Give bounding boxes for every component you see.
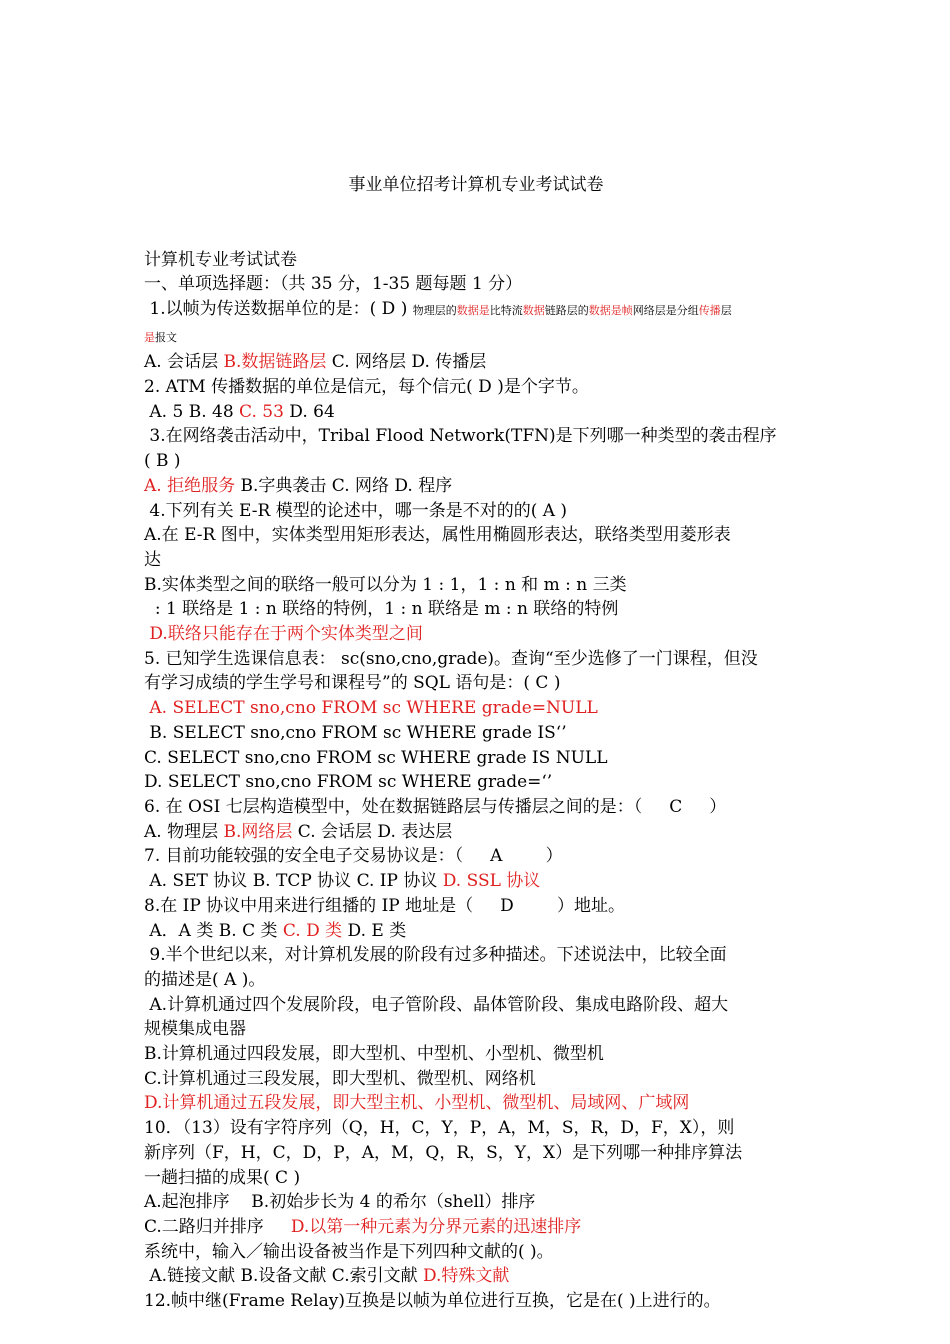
document-body (144, 248, 808, 1314)
line-text: C.二路归并排序 (144, 1216, 291, 1237)
text-line (144, 721, 808, 746)
text-line (144, 1042, 808, 1067)
answer-text: D.联络只能存在于两个实体类型之间 (144, 624, 423, 645)
text-line (144, 548, 808, 573)
text-line (144, 474, 808, 499)
answer-text: D. SSL 协议 (442, 871, 541, 892)
line-text: 有学习成绩的学生学号和课程号”的 SQL 语句是：( C ) (144, 673, 561, 694)
text-line (144, 1264, 808, 1289)
line-text: 10．（13）设有字符序列（Q，H，C，Y，P，A，M，S，R，D，F，X），则 (144, 1118, 735, 1139)
text-line (144, 844, 808, 869)
text-line (144, 968, 808, 993)
answer-text: C. 53 (239, 401, 284, 422)
answer-text: 传播 (698, 303, 721, 317)
text-line (144, 1166, 808, 1191)
answer-text: A. 拒绝服务 (144, 475, 236, 496)
line-text: 的描述是( A )。 (144, 969, 266, 990)
line-text: 计算机专业考试试卷 (144, 249, 297, 270)
line-text: 8.在 IP 协议中用来进行组播的 IP 地址是（ D ）地址。 (144, 895, 626, 916)
line-text: 4.下列有关 E-R 模型的论述中，哪一条是不对的的( A ) (144, 500, 568, 521)
text-line (144, 795, 808, 820)
text-line (144, 622, 808, 647)
line-text: B.实体类型之间的联络一般可以分为 1 : 1，1 : n 和 m : n 三类 (144, 574, 627, 595)
text-line (144, 597, 808, 622)
text-line (144, 943, 808, 968)
line-text: D. SELECT sno,cno FROM sc WHERE grade=‘’ (144, 772, 553, 793)
line-text: A. SET 协议 B. TCP 协议 C. IP 协议 (144, 871, 443, 892)
line-text: 9.半个世纪以来，对计算机发展的阶段有过多种描述。下述说法中，比较全面 (144, 945, 727, 966)
document-title: 事业单位招考计算机专业考试试卷 (348, 175, 604, 196)
text-line (144, 671, 808, 696)
line-text: ( B ) (144, 451, 181, 472)
text-line (144, 248, 808, 273)
text-line (144, 696, 808, 721)
text-line (144, 647, 808, 672)
line-text: 达 (144, 549, 161, 570)
line-text: B.计算机通过四段发展，即大型机、中型机、小型机、微型机 (144, 1044, 604, 1065)
line-text: D. E 类 (342, 920, 407, 941)
answer-text: D.以第一种元素为分界元素的迅速排序 (290, 1216, 582, 1237)
line-text: 12.帧中继(Frame Relay)互换是以帧为单位进行互换，它是在( )上进行的。 (144, 1291, 721, 1312)
answer-text: D.特殊文献 (423, 1266, 510, 1287)
line-text: A.计算机通过四个发展阶段，电子管阶段、晶体管阶段、集成电路阶段、超大 (144, 994, 729, 1015)
exam-page (144, 124, 808, 1338)
line-text: C.计算机通过三段发展，即大型机、微型机、网络机 (144, 1068, 536, 1089)
text-line (144, 400, 808, 425)
line-text: B. SELECT sno,cno FROM sc WHERE grade IS‘’ (144, 722, 567, 743)
line-text: 新序列（F，H，C，D，P，A，M，Q，R，S，Y，X）是下列哪一种排序算法 (144, 1142, 743, 1163)
answer-text: 数据是帧 (588, 303, 633, 317)
text-line (144, 1017, 808, 1042)
text-line (144, 499, 808, 524)
answer-text: 数据 (522, 303, 545, 317)
text-line (144, 1141, 808, 1166)
text-line (144, 350, 808, 375)
text-line (144, 272, 808, 297)
line-text: 系统中，输入／输出设备被当作是下列四种文献的( )。 (144, 1241, 554, 1262)
text-line (144, 449, 808, 474)
text-line (144, 573, 808, 598)
line-text: A. 会话层 (144, 352, 224, 373)
text-line (144, 869, 808, 894)
text-line (144, 894, 808, 919)
answer-text: 是 (144, 330, 155, 344)
answer-text: B.网络层 (223, 821, 293, 842)
line-text: 1.以帧为传送数据单位的是：( D ) (144, 298, 413, 319)
line-text: 3.在网络袭击活动中，Tribal Flood Network(TFN)是下列哪一种类型的袭击程序 (144, 426, 777, 447)
line-text: D. 64 (283, 401, 335, 422)
line-text: 一、单项选择题：（共 35 分，1-35 题每题 1 分） (144, 274, 523, 295)
text-line (144, 1240, 808, 1265)
text-line (144, 1289, 808, 1314)
line-text: A. 5 B. 48 (144, 401, 240, 422)
line-text: 2. ATM 传播数据的单位是信元，每个信元( D )是个字节。 (144, 377, 589, 398)
line-text: C. 会话层 D. 表达层 (292, 821, 453, 842)
answer-text: B.数据链路层 (223, 352, 327, 373)
text-line (144, 375, 808, 400)
text-line (144, 1215, 808, 1240)
line-text: 物理层的 (412, 303, 457, 317)
text-line (144, 297, 808, 324)
line-text: 比特流 (489, 303, 523, 317)
line-text: C. SELECT sno,cno FROM sc WHERE grade IS NULL (144, 747, 608, 768)
line-text: A.链接文献 B.设备文献 C.索引文献 (144, 1266, 423, 1287)
line-text: 7. 目前功能较强的安全电子交易协议是：（ A ） (144, 846, 563, 867)
text-line (144, 1091, 808, 1116)
line-text: 层 (720, 303, 732, 317)
answer-text: 数据是 (456, 303, 490, 317)
line-text: 一趟扫描的成果( C ) (144, 1167, 301, 1188)
line-text: : 1 联络是 1 : n 联络的特例，1 : n 联络是 m : n 联络的特例 (144, 599, 619, 620)
line-text: 规模集成电器 (144, 1019, 246, 1040)
line-text: A．A 类 B. C 类 (144, 920, 283, 941)
text-line (144, 919, 808, 944)
text-line (144, 1067, 808, 1092)
line-text: 链路层的 (544, 303, 589, 317)
text-line (144, 993, 808, 1018)
text-line (144, 1190, 808, 1215)
text-line (144, 820, 808, 845)
text-line (144, 424, 808, 449)
line-text: 5. 已知学生选课信息表： sc(sno,cno,grade)。查询“至少选修了一门课程，但没 (144, 648, 758, 669)
text-line (144, 324, 808, 351)
text-line (144, 1116, 808, 1141)
line-text: A. 物理层 (144, 821, 224, 842)
text-line (144, 746, 808, 771)
answer-text: A. SELECT sno,cno FROM sc WHERE grade=NULL (144, 698, 598, 719)
line-text: C. 网络层 D. 传播层 (326, 352, 487, 373)
answer-text: C. D 类 (282, 920, 343, 941)
line-text: 报文 (155, 330, 177, 344)
line-text: 6. 在 OSI 七层构造模型中，处在数据链路层与传播层之间的是：（ C ） (144, 796, 727, 817)
line-text: B.字典袭击 C. 网络 D. 程序 (235, 475, 453, 496)
line-text: 网络层是分组 (632, 303, 699, 317)
text-line (144, 523, 808, 548)
text-line (144, 770, 808, 795)
answer-text: D.计算机通过五段发展，即大型主机、小型机、微型机、局域网、广域网 (144, 1093, 690, 1114)
line-text: A.在 E-R 图中，实体类型用矩形表达，属性用椭圆形表达，联络类型用菱形表 (144, 525, 731, 546)
line-text: A.起泡排序 B.初始步长为 4 的希尔（shell）排序 (144, 1192, 536, 1213)
